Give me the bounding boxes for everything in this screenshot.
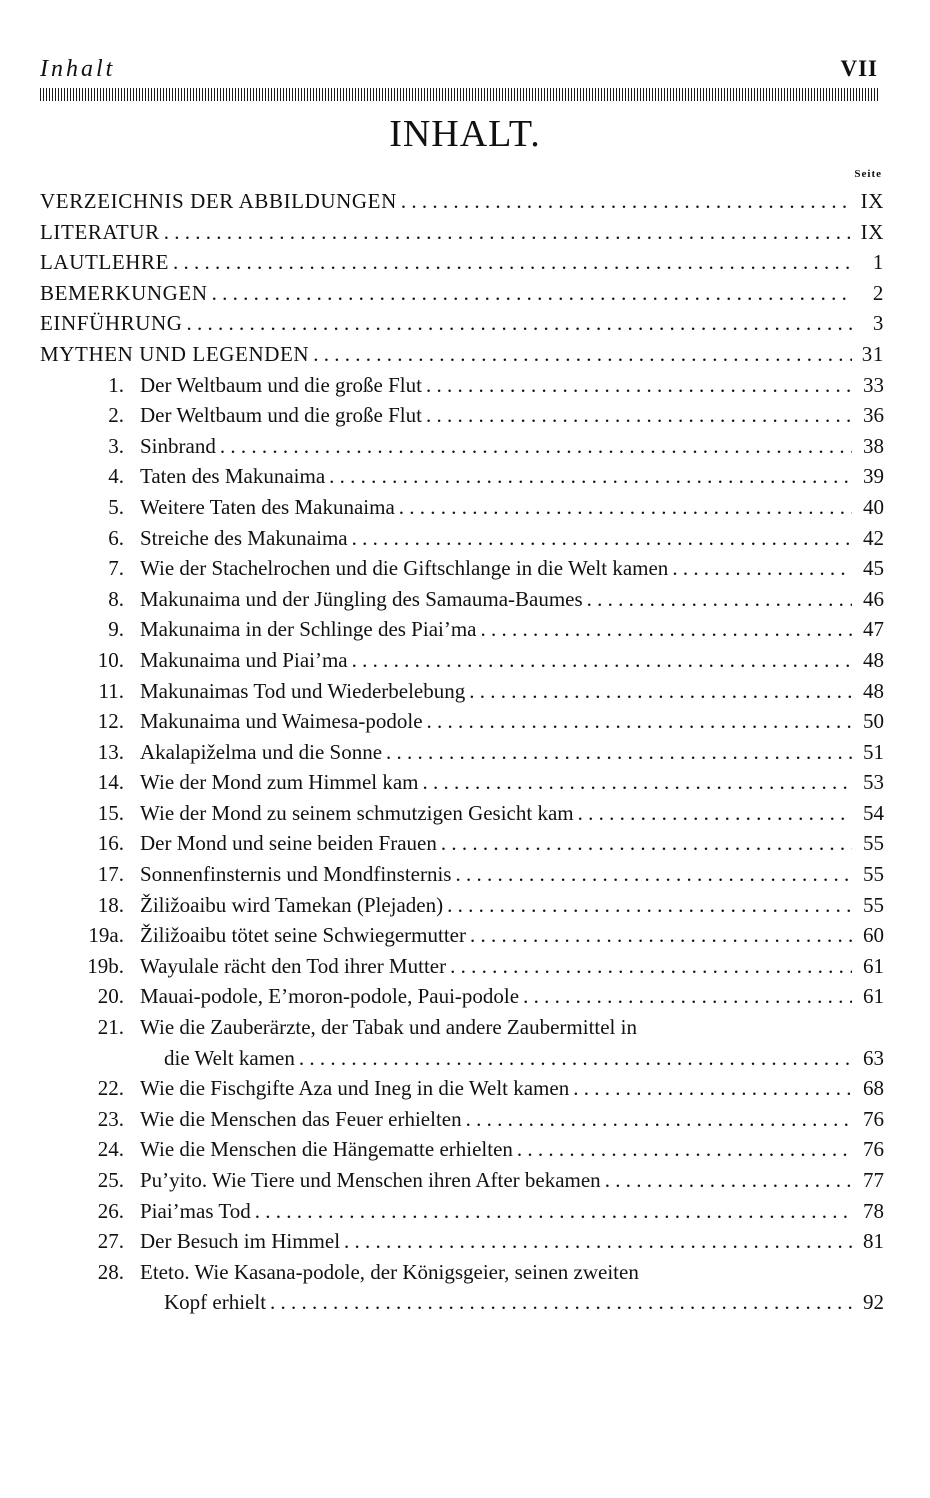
dot-leader — [605, 1165, 852, 1196]
toc-entry-page: 53 — [863, 770, 884, 795]
dot-leader — [523, 981, 852, 1012]
toc-entry-number: 16. — [97, 831, 124, 856]
toc-entry-mythen — [40, 339, 884, 370]
dot-leader — [220, 431, 852, 462]
toc-entry-title: Wie die Menschen das Feuer erhielten — [140, 1106, 462, 1131]
toc-entry — [40, 1165, 884, 1196]
toc-entry — [40, 798, 884, 829]
toc-entry-page: 61 — [863, 953, 884, 978]
toc-entry-page: 39 — [863, 464, 884, 489]
toc-entry-page: 60 — [863, 923, 884, 948]
dot-leader — [470, 920, 852, 951]
toc-entry — [40, 584, 884, 615]
toc-entry-title: MYTHEN UND LEGENDEN — [40, 341, 310, 366]
dot-leader — [329, 461, 852, 492]
toc-entry-page: 42 — [863, 525, 884, 550]
toc-entry — [40, 828, 884, 859]
toc-entry-title: Akalapiželma und die Sonne — [140, 739, 383, 764]
toc-entry-page: 48 — [863, 678, 884, 703]
toc-entry — [40, 981, 884, 1012]
toc-entry-title: Makunaima und der Jüngling des Samauma-Baumes — [140, 586, 583, 611]
toc-entry-page: 2 — [872, 280, 884, 305]
toc-entry-title: Wie der Mond zum Himmel kam — [140, 770, 419, 795]
dot-leader — [401, 186, 852, 217]
toc-entry-title: Streiche des Makunaima — [140, 525, 348, 550]
dot-leader — [426, 400, 852, 431]
toc-entry-page: 3 — [872, 311, 884, 336]
toc-entry — [40, 492, 884, 523]
toc-entry-title: VERZEICHNIS DER ABBILDUNGEN — [40, 189, 397, 213]
toc-entry-page: 38 — [863, 433, 884, 458]
dot-leader — [386, 737, 852, 768]
toc-entry-page: 36 — [863, 403, 884, 428]
toc-entry-page: 76 — [863, 1106, 884, 1131]
toc-entry — [40, 1257, 884, 1288]
toc-entry-title: Makunaima und Waimesa-podole — [140, 709, 423, 734]
toc-entry-page: 81 — [863, 1229, 884, 1254]
toc-entry — [40, 523, 884, 554]
toc-entry-title: Der Weltbaum und die große Flut — [140, 372, 422, 397]
toc-entry-page: 68 — [863, 1076, 884, 1101]
toc-entry-page: 47 — [863, 617, 884, 642]
toc-entry — [40, 1134, 884, 1165]
page-number-roman: VII — [840, 56, 878, 81]
dot-leader — [517, 1134, 852, 1165]
dot-leader — [587, 584, 852, 615]
dot-leader — [427, 706, 852, 737]
dot-leader — [270, 1287, 852, 1318]
toc-entry — [40, 431, 884, 462]
toc-entry-number: 4. — [108, 464, 124, 489]
running-head-title: Inhalt — [40, 56, 116, 82]
toc-entry — [40, 1012, 884, 1043]
toc-entry-title: Wie die Menschen die Hängematte erhielten — [140, 1137, 513, 1162]
toc-entry — [40, 890, 884, 921]
toc-entry-title: Makunaima in der Schlinge des Piai’ma — [140, 617, 477, 642]
dot-leader — [573, 1073, 852, 1104]
toc-entry-number: 28. — [97, 1259, 124, 1284]
toc-entry-page: 51 — [863, 739, 884, 764]
toc-entry-title: Makunaimas Tod und Wiederbelebung — [140, 678, 466, 703]
toc-entry — [40, 767, 884, 798]
toc-entry — [40, 1196, 884, 1227]
toc-entry-number: 3. — [108, 433, 124, 458]
toc-entry-title: Žiližoaibu tötet seine Schwiegermutter — [140, 923, 466, 948]
toc-entry-title: LAUTLEHRE — [40, 250, 170, 275]
toc-entry-einfuehrung — [40, 308, 884, 339]
toc-entry-page: 54 — [863, 800, 884, 825]
dot-leader — [447, 890, 852, 921]
toc-entry-number: 11. — [98, 678, 124, 703]
toc-entry-page: 55 — [863, 831, 884, 856]
dot-leader — [672, 553, 852, 584]
toc-entry-page: 55 — [863, 862, 884, 887]
toc-entry-number: 21. — [97, 1015, 124, 1040]
toc-entry-number: 18. — [97, 892, 124, 917]
toc-entry-number: 25. — [97, 1168, 124, 1192]
toc-entry — [40, 400, 884, 431]
toc-entry-page: 78 — [863, 1198, 884, 1223]
toc-entry — [40, 1226, 884, 1257]
toc-entry-verzeichnis — [40, 186, 884, 217]
toc-entry — [40, 1073, 884, 1104]
toc-entry — [40, 645, 884, 676]
dot-leader — [423, 767, 852, 798]
toc-entry-number: 8. — [108, 586, 124, 611]
toc-entry-title: Wayulale rächt den Tod ihrer Mutter — [140, 953, 447, 978]
dot-leader — [164, 217, 852, 248]
dot-leader — [255, 1196, 852, 1227]
toc-entry-title: Žiližoaibu wird Tamekan (Plejaden) — [140, 892, 444, 917]
toc-entry-page: IX — [860, 219, 884, 244]
toc-entry-title-line2: die Welt kamen — [164, 1045, 295, 1070]
dot-leader — [426, 370, 852, 401]
toc-entry-number: 24. — [97, 1137, 124, 1162]
toc-entry — [40, 859, 884, 890]
toc-entry-page: 48 — [863, 647, 884, 672]
toc-entry-title: Makunaima und Piai’ma — [140, 647, 348, 672]
dot-leader — [299, 1043, 852, 1074]
toc-entry-title: Wie die Fischgifte Aza und Ineg in die Welt kamen — [140, 1076, 570, 1101]
dot-leader — [187, 308, 853, 339]
toc-entry-number: 2. — [108, 403, 124, 428]
toc-entry-title: Piai’mas Tod — [140, 1198, 251, 1223]
toc-entry-number: 6. — [108, 525, 124, 550]
toc-entry-title: EINFÜHRUNG — [40, 311, 183, 336]
toc-entry-title: Der Mond und seine beiden Frauen — [140, 831, 437, 856]
toc-entry-number: 13. — [97, 739, 124, 764]
toc-entry-number: 12. — [97, 709, 124, 734]
toc-entry-page: 55 — [863, 892, 884, 917]
dot-leader — [399, 492, 852, 523]
toc-entry — [40, 370, 884, 401]
dot-leader — [352, 523, 852, 554]
toc-entry-continuation — [40, 1043, 884, 1074]
toc-entry-number: 20. — [97, 984, 124, 1009]
dot-leader — [212, 278, 852, 309]
toc-entry — [40, 920, 884, 951]
toc-entry-number: 10. — [97, 647, 124, 672]
toc-entry-page: 77 — [863, 1168, 884, 1192]
running-head — [40, 56, 880, 86]
dot-leader — [441, 828, 852, 859]
toc-entry-number: 1. — [108, 372, 124, 397]
dot-leader — [455, 859, 852, 890]
toc-entry-page: 50 — [863, 709, 884, 734]
toc-entry-page: 1 — [872, 250, 884, 275]
toc-entry-title-line2: Kopf erhielt — [164, 1290, 267, 1315]
toc-entry-title: Taten des Makunaima — [140, 464, 326, 489]
toc-entry-continuation — [40, 1287, 884, 1318]
toc-entry-page: 31 — [861, 341, 884, 366]
toc-entry — [40, 614, 884, 645]
header-rule — [40, 88, 880, 101]
toc-entry-page: 76 — [863, 1137, 884, 1162]
toc-entry-page: 63 — [863, 1045, 884, 1070]
toc-entry — [40, 951, 884, 982]
dot-leader — [481, 614, 852, 645]
toc-entry-page: 46 — [863, 586, 884, 611]
toc-entry-number: 23. — [97, 1106, 124, 1131]
dot-leader — [352, 645, 852, 676]
toc-entry-number: 17. — [97, 862, 124, 887]
toc-entry-page: 40 — [863, 494, 884, 519]
toc-entry-title: LITERATUR — [40, 219, 160, 244]
toc-entry-literatur — [40, 217, 884, 248]
toc-entry-number: 14. — [97, 770, 124, 795]
toc-entry-bemerkungen — [40, 278, 884, 309]
toc-entry — [40, 461, 884, 492]
toc-entry-title-line1: Eteto. Wie Kasana-podole, der Königsgeier, seinen zweiten — [140, 1259, 639, 1284]
toc-entry-title: Mauai-podole, E’moron-podole, Paui-podole — [140, 984, 520, 1009]
toc-entry — [40, 1104, 884, 1135]
dot-leader — [173, 247, 852, 278]
dot-leader — [450, 951, 852, 982]
toc-entry — [40, 676, 884, 707]
toc-entry-page: 45 — [863, 556, 884, 581]
dot-leader — [578, 798, 852, 829]
page-title: INHALT. — [389, 113, 541, 155]
toc-entry-title-line1: Wie die Zauberärzte, der Tabak und andere Zaubermittel in — [140, 1015, 637, 1040]
toc-entry-number: 22. — [97, 1076, 124, 1101]
toc-entry — [40, 706, 884, 737]
toc-entry-page: 33 — [863, 372, 884, 397]
toc-entry-number: 27. — [97, 1229, 124, 1254]
toc-entry-title: Wie der Stachelrochen und die Giftschlange in die Welt kamen — [140, 556, 669, 581]
toc-entry-title: Wie der Mond zu seinem schmutzigen Gesicht kam — [140, 800, 574, 825]
dot-leader — [469, 676, 852, 707]
toc-entry-page: 61 — [863, 984, 884, 1009]
dot-leader — [313, 339, 852, 370]
toc-entry-title: Weitere Taten des Makunaima — [140, 494, 395, 519]
toc-entry-title: Sinbrand — [140, 433, 216, 458]
toc-entry-page: 92 — [863, 1290, 884, 1315]
seite-label: Seite — [854, 168, 882, 180]
toc-entry-number: 26. — [97, 1198, 124, 1223]
toc-entry-title: Der Besuch im Himmel — [140, 1229, 341, 1254]
dot-leader — [466, 1104, 852, 1135]
table-of-contents — [40, 186, 884, 1318]
toc-entry-lautlehre — [40, 247, 884, 278]
dot-leader — [344, 1226, 852, 1257]
toc-entry-number: 7. — [108, 556, 124, 581]
toc-entry-number: 9. — [108, 617, 124, 642]
toc-entry — [40, 553, 884, 584]
toc-entry-title: Pu’yito. Wie Tiere und Menschen ihren After bekamen — [140, 1168, 601, 1192]
toc-entry-number: 15. — [97, 800, 124, 825]
toc-entry-page: IX — [860, 189, 884, 213]
toc-entry-number: 19b. — [87, 953, 124, 978]
toc-entry-number: 19a. — [88, 923, 124, 948]
toc-entry-title: BEMERKUNGEN — [40, 280, 208, 305]
toc-entry-number: 5. — [108, 494, 124, 519]
toc-entry-title: Der Weltbaum und die große Flut — [140, 403, 422, 428]
toc-entry — [40, 737, 884, 768]
toc-entry-title: Sonnenfinsternis und Mondfinsternis — [140, 862, 452, 887]
